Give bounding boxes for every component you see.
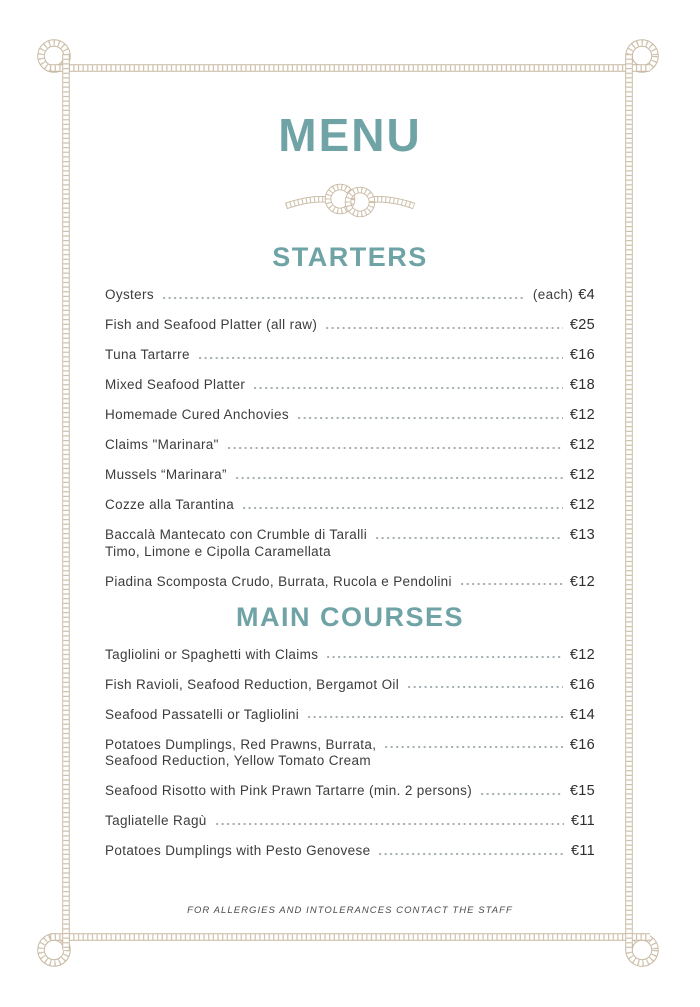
item-price: €25	[569, 317, 595, 333]
item-name: Baccalà Mantecato con Crumble di Taralli	[105, 527, 368, 542]
dotted-leader	[254, 387, 563, 389]
item-name: Tuna Tartarre	[105, 347, 190, 362]
main-courses-list	[105, 647, 595, 860]
dotted-leader	[379, 853, 564, 855]
item-name: Mussels “Marinara”	[105, 467, 227, 482]
item-price: €12	[569, 437, 595, 453]
item-name: Claims "Marinara"	[105, 437, 219, 452]
item-name: Homemade Cured Anchovies	[105, 407, 289, 422]
item-name: Cozze alla Tarantina	[105, 497, 235, 512]
item-price: €12	[569, 573, 595, 590]
dotted-leader	[326, 327, 563, 329]
item-name: Oysters	[105, 287, 154, 302]
dotted-leader	[481, 793, 563, 795]
dotted-leader	[236, 477, 563, 479]
dotted-leader	[376, 537, 563, 539]
item-price: €4	[578, 287, 595, 303]
item-name: Seafood Risotto with Pink Prawn Tartarre (min. 2 persons)	[105, 783, 473, 798]
menu-item-row	[105, 347, 595, 364]
item-price: €12	[569, 497, 595, 513]
section-heading-starters: STARTERS	[272, 242, 428, 272]
item-price: €12	[569, 467, 595, 483]
dotted-leader	[243, 507, 563, 509]
dotted-leader	[298, 417, 563, 419]
item-name: Mixed Seafood Platter	[105, 377, 246, 392]
item-price: €13	[569, 527, 595, 543]
menu-item-row	[105, 574, 595, 591]
starters-list	[105, 287, 595, 590]
menu-item-row	[105, 407, 595, 424]
dotted-leader	[199, 357, 563, 359]
item-name: Tagliolini or Spaghetti with Claims	[105, 646, 319, 662]
item-name: Fish Ravioli, Seafood Reduction, Bergamot Oil	[105, 676, 400, 692]
menu-item-row	[105, 737, 595, 770]
menu-item-row	[105, 527, 595, 560]
menu-item-row	[105, 783, 595, 800]
menu-item-row	[105, 377, 595, 394]
item-price: €12	[569, 407, 595, 423]
menu-item-row	[105, 647, 595, 664]
item-price: €16	[569, 676, 595, 693]
price-prefix: (each)	[532, 287, 574, 302]
item-name: Piadina Scomposta Crudo, Burrata, Rucola e Pendolini	[105, 573, 452, 589]
dotted-leader	[327, 656, 563, 658]
dotted-leader	[408, 686, 563, 688]
item-description: Seafood Reduction, Yellow Tomato Cream	[105, 753, 371, 768]
menu-item-row	[105, 497, 595, 514]
menu-item-row	[105, 437, 595, 454]
menu-item-row	[105, 677, 595, 694]
menu-item-row	[105, 317, 595, 334]
page-title: MENU	[278, 109, 422, 161]
item-name: Fish and Seafood Platter (all raw)	[105, 317, 318, 332]
menu-item-row	[105, 813, 595, 830]
item-description: Timo, Limone e Cipolla Caramellata	[105, 543, 331, 559]
item-name: Tagliatelle Ragù	[105, 813, 207, 828]
item-price: €14	[569, 706, 595, 723]
section-heading-main-courses: MAIN COURSES	[235, 601, 464, 632]
menu-item-row	[105, 467, 595, 484]
menu-item-row	[105, 287, 595, 304]
dotted-leader	[461, 583, 563, 585]
item-price: €16	[569, 347, 595, 363]
item-name: Potatoes Dumplings, Red Prawns, Burrata,	[105, 736, 377, 752]
item-name-block	[105, 527, 367, 560]
item-price: €12	[569, 646, 595, 663]
item-name: Potatoes Dumplings with Pesto Genovese	[105, 843, 371, 858]
dotted-leader	[163, 297, 526, 299]
item-name: Seafood Passatelli or Tagliolini	[105, 706, 300, 722]
dotted-leader	[308, 716, 563, 718]
item-name-block	[105, 737, 376, 770]
item-price: €18	[569, 377, 595, 393]
item-price: €11	[570, 843, 595, 859]
dotted-leader	[385, 746, 563, 748]
menu-item-row	[105, 707, 595, 724]
dotted-leader	[228, 447, 563, 449]
allergies-notice: FOR ALLERGIES AND INTOLERANCES CONTACT THE STAFF	[187, 905, 513, 916]
item-price: €15	[569, 783, 595, 799]
rope-knot-icon	[284, 172, 416, 222]
dotted-leader	[216, 823, 564, 825]
item-price: €16	[569, 736, 595, 753]
item-price: €11	[570, 813, 595, 829]
menu-item-row	[105, 843, 595, 860]
